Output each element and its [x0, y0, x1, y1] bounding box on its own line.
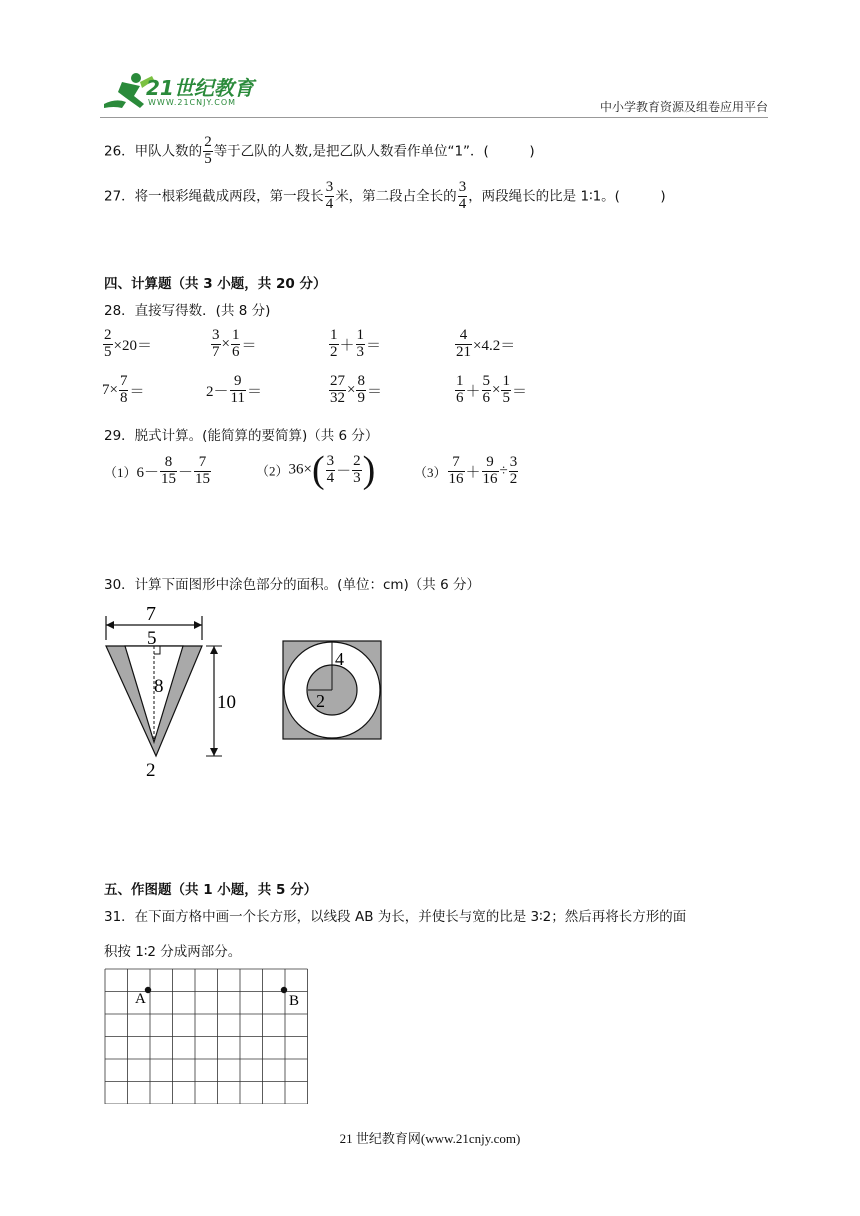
question-26 [104, 135, 535, 168]
logo-url: WWW.21CNJY.COM [148, 98, 237, 107]
q28-r1c4: $\frac{4}{21}$ ×4.2＝ [456, 327, 516, 360]
q28-r1c1: $\frac{2}{5}$ ×20＝ [104, 327, 152, 360]
footer: 21 世纪教育网(www.21cnjy.com) [339, 1131, 521, 1146]
q29-part1: （1）6－ $\frac{8}{15}$ － $\frac{7}{15}$ [104, 454, 211, 487]
question-28-title: 28．直接写得数．(共 8 分) [104, 303, 271, 319]
q28-r2c4: $\frac{1}{6}$ ＋ $\frac{5}{6}$ × $\frac{1}{5}$ ＝ [456, 373, 527, 406]
q28-r2c3: $\frac{27}{32}$ × $\frac{8}{9}$ ＝ [330, 373, 382, 406]
q28-r2c1: 7× $\frac{7}{8}$ ＝ [102, 373, 145, 406]
label-height-8: 8 [154, 676, 164, 697]
q26-suffix: 等于乙队的人数,是把乙队人数看作单位“1”．( ) [213, 143, 535, 160]
section-4-title: 四、计算题（共 3 小题，共 20 分） [104, 276, 327, 292]
logo [96, 68, 266, 114]
question-31-line1: 31．在下面方格中画一个长方形，以线段 AB 为长，并使长与宽的比是 3∶2；然后再将长方形的面 [104, 909, 687, 925]
q28-r1c3: $\frac{1}{2}$ ＋ $\frac{1}{3}$ ＝ [330, 327, 382, 360]
point-b [281, 987, 287, 993]
label-height-10: 10 [217, 692, 236, 713]
left-paren: ( [311, 449, 325, 491]
question-27: 27．将一根彩绳截成两段，第一段长 $\frac{3}{4}$ 米，第二段占全长的 $\frac{3}{4}$ ，两段绳长的比是 1∶1。( ) [104, 179, 666, 212]
label-radius-4: 4 [335, 649, 344, 669]
logo-text: 21世纪教育 [146, 76, 254, 100]
q26-prefix: 26．甲队人数的 [104, 143, 203, 160]
right-paren: ) [362, 449, 376, 491]
q28-r2c2: 2－ $\frac{9}{11}$ ＝ [206, 373, 262, 406]
question-31-line2: 积按 1∶2 分成两部分。 [104, 944, 242, 960]
point-a-label: A [135, 991, 146, 1007]
q29-part3: （3） $\frac{7}{16}$ ＋ $\frac{9}{16}$ ÷ $\frac{3}{2}$ [414, 454, 518, 487]
label-bottom-2: 2 [146, 760, 156, 780]
header-divider [100, 117, 768, 118]
v-shape-figure [96, 600, 246, 780]
q26-fraction: $\frac{2}{5}$ [204, 134, 212, 167]
q29-part2: （2）36×( $\frac{3}{4}$ － $\frac{2}{3}$ ) [256, 449, 376, 491]
question-30-title: 30．计算下面图形中涂色部分的面积。(单位：cm)（共 6 分） [104, 577, 480, 593]
label-inner-5: 5 [147, 628, 157, 649]
point-b-label: B [289, 993, 300, 1009]
question-29-title: 29．脱式计算。(能简算的要简算)（共 6 分） [104, 428, 379, 444]
label-top-7: 7 [146, 603, 156, 625]
q28-r1c2: $\frac{3}{7}$ × $\frac{1}{6}$ ＝ [212, 327, 257, 360]
label-radius-2: 2 [316, 691, 325, 711]
section-5-title: 五、作图题（共 1 小题，共 5 分） [104, 882, 318, 898]
ring-square-figure [282, 640, 384, 742]
drawing-grid[interactable] [104, 968, 310, 1104]
platform-name: 中小学教育资源及组卷应用平台 [599, 100, 768, 114]
